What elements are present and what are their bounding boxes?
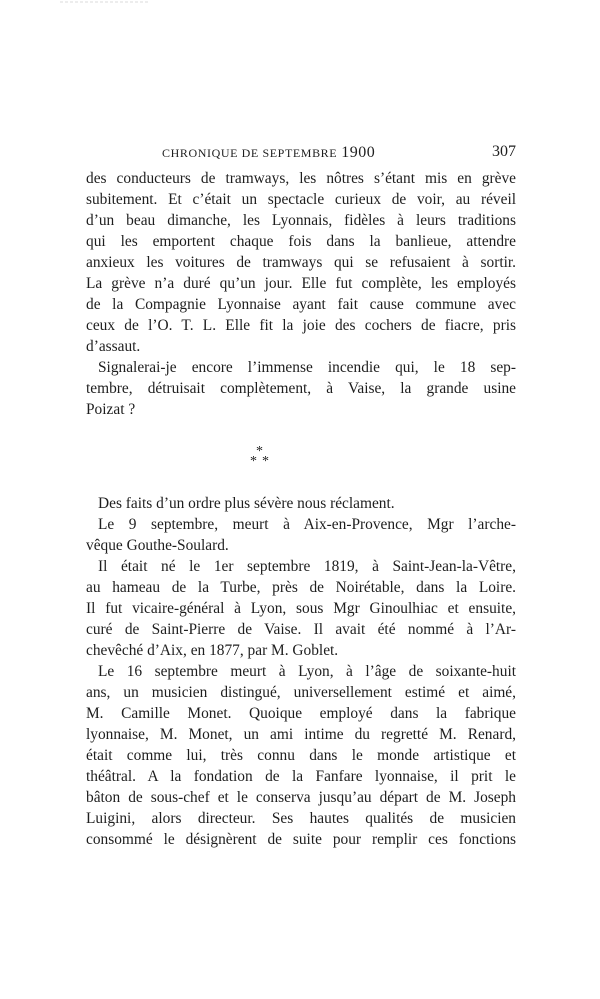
asterisk: *	[262, 454, 269, 469]
text-line: consommé le désignèrent de suite pour remplir ces fonctions	[86, 831, 516, 848]
text-line: Signalerai-je encore l’immense incendie qui, le 18 sep-	[98, 359, 516, 376]
text-line: théâtral. A la fondation de la Fanfare lyonnaise, il prit le	[86, 768, 516, 785]
text-line: vêque Gouthe-Soulard.	[86, 537, 229, 554]
text-line: d’assaut.	[86, 338, 141, 355]
text-line: La grève n’a duré qu’un jour. Elle fut complète, les employés	[86, 275, 516, 292]
body-text	[86, 168, 516, 850]
text-line: de la Compagnie Lyonnaise ayant fait cause commune avec	[86, 296, 516, 313]
paragraph-musician	[86, 661, 516, 850]
text-line: curé de Saint-Pierre de Vaise. Il avait été nommé à l’Ar-	[86, 621, 516, 638]
text-line: anxieux les voitures de tramways qui se refusaient à sortir.	[86, 254, 516, 271]
running-title-year: 1900	[341, 144, 376, 161]
text-line: d’un beau dimanche, les Lyonnais, fidèles à leurs traditions	[86, 212, 516, 229]
asterisk: *	[256, 444, 263, 459]
text-line: Poizat ?	[86, 401, 136, 418]
paragraph-fire	[86, 357, 516, 420]
section-gap	[86, 420, 516, 441]
text-line: Le 16 septembre meurt à Lyon, à l’âge de soixante-huit	[98, 663, 516, 680]
running-head	[86, 142, 516, 164]
paragraph-intro	[86, 493, 516, 514]
asterism-separator	[86, 445, 516, 473]
text-line: ans, un musicien distingué, universellement estimé et aimé,	[86, 684, 516, 701]
text-line: tembre, détruisait complètement, à Vaise, la grande usine	[86, 380, 516, 397]
text-line: Le 9 septembre, meurt à Aix-en-Provence, Mgr l’arche-	[98, 516, 516, 533]
paragraph-strike	[86, 168, 516, 357]
text-line: Il fut vicaire-général à Lyon, sous Mgr Ginoulhiac et ensuite,	[86, 600, 516, 617]
text-line: ceux de l’O. T. L. Elle fit la joie des cochers de fiacre, pris	[86, 317, 516, 334]
text-line: bâton de sous-chef et le conserva jusqu’au départ de M. Joseph	[86, 789, 516, 806]
asterisk: *	[250, 454, 257, 469]
text-line: Il était né le 1er septembre 1819, à Saint-Jean-la-Vêtre,	[98, 558, 516, 575]
text-line: Des faits d’un ordre plus sévère nous réclament.	[98, 495, 395, 512]
running-title	[162, 142, 375, 164]
text-line: au hameau de la Turbe, près de Noirétable, dans la Loire.	[86, 579, 516, 596]
text-line: qui les emportent chaque fois dans la banlieue, attendre	[86, 233, 516, 250]
scan-artifact	[60, 0, 150, 6]
text-line: Luigini, alors directeur. Ses hautes qualités de musicien	[86, 810, 516, 827]
text-line: chevêché d’Aix, en 1877, par M. Goblet.	[86, 642, 339, 659]
text-line: des conducteurs de tramways, les nôtres s’étant mis en grève	[86, 170, 516, 187]
text-line: M. Camille Monet. Quoique employé dans la fabrique	[86, 705, 516, 722]
text-line: était comme lui, très connu dans le monde artistique et	[86, 747, 516, 764]
text-line: subitement. Et c’était un spectacle curieux de voir, au réveil	[86, 191, 516, 208]
page-number: 307	[492, 143, 516, 160]
paragraph-archbishop-bio	[86, 556, 516, 661]
running-title-text: CHRONIQUE DE SEPTEMBRE	[162, 146, 338, 160]
text-line: lyonnaise, M. Monet, un ami intime du regretté M. Renard,	[86, 726, 516, 743]
paragraph-archbishop-death	[86, 514, 516, 556]
